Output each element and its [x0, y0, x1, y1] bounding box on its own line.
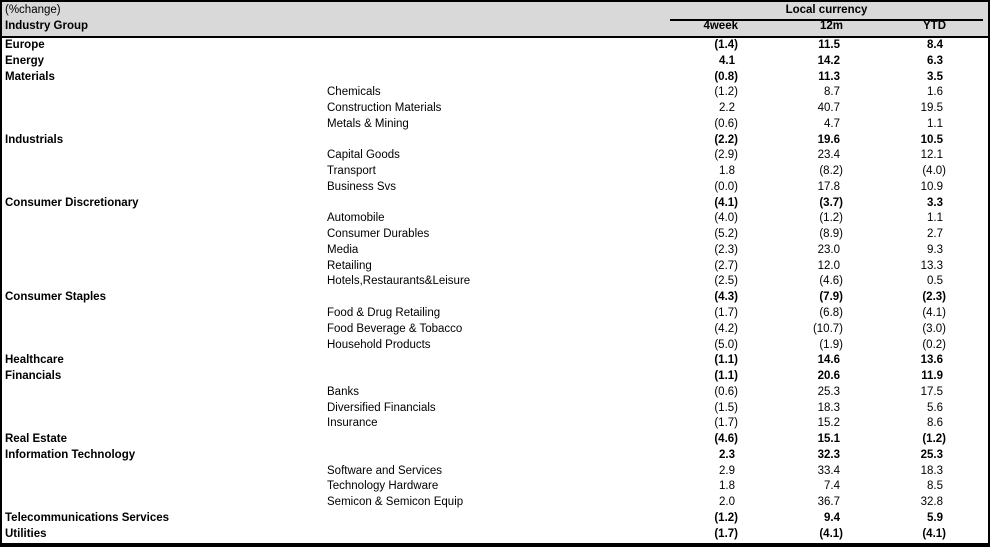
cell-4week: (4.6) [714, 433, 738, 446]
table-row [2, 148, 988, 164]
cell-12m: 14.6 [817, 354, 840, 367]
cell-12m: (1.9) [819, 338, 843, 351]
cell-ytd: 0.5 [927, 275, 943, 288]
cell-12m: (8.9) [819, 228, 843, 241]
cell-ytd: (1.2) [922, 433, 946, 446]
row-label: Media [327, 243, 359, 256]
row-label: Construction Materials [327, 102, 442, 115]
cell-12m: (10.7) [812, 322, 843, 335]
column-header-ytd: YTD [923, 20, 946, 32]
row-label: Automobile [327, 212, 385, 225]
row-label: Food Beverage & Tobacco [327, 322, 463, 335]
column-header-4week: 4week [703, 20, 738, 32]
cell-ytd: 13.3 [920, 259, 943, 272]
cell-12m: 11.3 [818, 70, 840, 83]
cell-ytd: 32.8 [920, 496, 943, 509]
cell-12m: (6.8) [819, 307, 843, 320]
table-row [2, 54, 988, 70]
cell-12m: 18.3 [817, 401, 840, 414]
table-header-row-1 [2, 2, 988, 19]
cell-ytd: 5.9 [927, 511, 943, 524]
cell-ytd: 5.6 [927, 401, 943, 414]
cell-4week: (1.4) [714, 39, 738, 51]
cell-12m: (1.2) [819, 212, 843, 225]
cell-4week: (2.5) [714, 275, 738, 288]
cell-4week: (0.8) [714, 70, 738, 83]
cell-ytd: 11.9 [921, 370, 943, 383]
industry-group-header: Industry Group [5, 20, 89, 32]
percent-change-label: (%change) [5, 4, 61, 16]
row-label: Information Technology [5, 448, 136, 461]
row-label: Financials [5, 370, 62, 383]
row-label: Retailing [327, 259, 372, 272]
table-row [2, 369, 988, 385]
cell-ytd: 6.3 [927, 54, 943, 67]
row-label: Chemicals [327, 86, 381, 99]
cell-12m: (7.9) [819, 291, 843, 304]
cell-12m: (4.1) [819, 527, 843, 540]
table-row [2, 274, 988, 290]
table-row [2, 227, 988, 243]
table-row [2, 259, 988, 275]
table-row [2, 196, 988, 212]
row-label: Industrials [5, 133, 64, 146]
cell-12m: 8.7 [824, 86, 840, 99]
cell-4week: 4.1 [719, 54, 735, 67]
cell-12m: 33.4 [817, 464, 840, 477]
cell-12m: (4.6) [819, 275, 843, 288]
cell-4week: (4.1) [714, 196, 738, 209]
cell-4week: (1.2) [714, 511, 738, 524]
cell-ytd: 8.5 [927, 480, 943, 493]
row-label: Utilities [5, 527, 47, 540]
cell-ytd: (4.1) [922, 307, 946, 320]
cell-4week: (4.3) [714, 291, 738, 304]
cell-12m: (8.2) [819, 165, 843, 178]
cell-ytd: 1.1 [927, 117, 943, 130]
table-row [2, 416, 988, 432]
table-body [2, 38, 988, 543]
cell-12m: 14.2 [817, 54, 840, 67]
table-row [2, 464, 988, 480]
cell-4week: 2.0 [719, 496, 735, 509]
table-row [2, 243, 988, 259]
table-row [2, 164, 988, 180]
row-label: Transport [327, 165, 376, 178]
table-row [2, 338, 988, 354]
cell-ytd: 8.6 [927, 417, 943, 430]
row-label: Insurance [327, 417, 378, 430]
cell-4week: (4.0) [714, 212, 738, 225]
table-row [2, 432, 988, 448]
row-label: Healthcare [5, 354, 64, 367]
cell-ytd: 3.5 [927, 70, 943, 83]
cell-4week: (2.3) [714, 243, 738, 256]
cell-12m: 32.3 [817, 448, 840, 461]
row-label: Software and Services [327, 464, 443, 477]
cell-ytd: 13.6 [920, 354, 943, 367]
table-row [2, 495, 988, 511]
row-label: Consumer Discretionary [5, 196, 139, 209]
table-row [2, 353, 988, 369]
cell-ytd: 25.3 [920, 448, 943, 461]
cell-4week: 2.3 [719, 448, 735, 461]
table-row [2, 38, 988, 54]
cell-12m: 9.4 [824, 511, 840, 524]
cell-ytd: 19.5 [920, 102, 943, 115]
cell-12m: 7.4 [824, 480, 840, 493]
row-label: Household Products [327, 338, 431, 351]
cell-12m: 17.8 [817, 180, 840, 193]
cell-ytd: 10.9 [920, 180, 943, 193]
cell-4week: (1.1) [714, 370, 738, 383]
row-label: Europe [5, 39, 45, 51]
cell-4week: (1.2) [714, 86, 738, 99]
cell-12m: 15.2 [817, 417, 840, 430]
cell-4week: 1.8 [719, 165, 735, 178]
cell-12m: 11.5 [818, 39, 840, 51]
cell-ytd: (4.1) [922, 527, 946, 540]
table-row [2, 211, 988, 227]
cell-ytd: (0.2) [922, 338, 946, 351]
table-row [2, 527, 988, 543]
cell-ytd: 1.6 [927, 86, 943, 99]
cell-4week: (5.0) [714, 338, 738, 351]
table-row [2, 479, 988, 495]
table-row [2, 70, 988, 86]
table-header-row-2 [2, 19, 988, 38]
cell-12m: 40.7 [817, 102, 840, 115]
row-label: Banks [327, 385, 359, 398]
cell-12m: 15.1 [817, 433, 840, 446]
cell-ytd: 10.5 [920, 133, 943, 146]
row-label: Hotels,Restaurants&Leisure [327, 275, 471, 288]
row-label: Semicon & Semicon Equip [327, 496, 464, 509]
cell-4week: (2.7) [714, 259, 738, 272]
cell-12m: (3.7) [819, 196, 843, 209]
cell-4week: 2.9 [719, 464, 735, 477]
table-row [2, 511, 988, 527]
row-label: Consumer Durables [327, 228, 430, 241]
cell-4week: 1.8 [719, 480, 735, 493]
local-currency-header: Local currency [670, 2, 983, 21]
cell-ytd: 3.3 [927, 196, 943, 209]
cell-4week: (0.6) [714, 117, 738, 130]
cell-ytd: 18.3 [920, 464, 943, 477]
cell-4week: (0.0) [714, 180, 738, 193]
cell-4week: (1.7) [714, 527, 738, 540]
row-label: Consumer Staples [5, 291, 106, 304]
cell-4week: (1.5) [714, 401, 738, 414]
table-row [2, 180, 988, 196]
cell-4week: (2.2) [714, 133, 738, 146]
table-row [2, 117, 988, 133]
table-row [2, 385, 988, 401]
table-row [2, 448, 988, 464]
cell-12m: 23.4 [817, 149, 840, 162]
table-row [2, 133, 988, 149]
table-row [2, 401, 988, 417]
cell-4week: (0.6) [714, 385, 738, 398]
cell-4week: (1.1) [714, 354, 738, 367]
row-label: Capital Goods [327, 149, 400, 162]
cell-ytd: 8.4 [927, 39, 943, 51]
cell-ytd: 1.1 [927, 212, 943, 225]
cell-12m: 19.6 [817, 133, 840, 146]
row-label: Materials [5, 70, 55, 83]
cell-12m: 4.7 [824, 117, 840, 130]
row-label: Technology Hardware [327, 480, 439, 493]
cell-ytd: 17.5 [920, 385, 943, 398]
cell-ytd: 9.3 [927, 243, 943, 256]
cell-4week: (5.2) [714, 228, 738, 241]
row-label: Real Estate [5, 433, 68, 446]
row-label: Food & Drug Retailing [327, 307, 441, 320]
table-row [2, 322, 988, 338]
cell-12m: 36.7 [817, 496, 840, 509]
cell-ytd: (2.3) [922, 291, 946, 304]
row-label: Business Svs [327, 180, 397, 193]
table-row [2, 290, 988, 306]
table-row [2, 306, 988, 322]
table-row [2, 85, 988, 101]
row-label: Diversified Financials [327, 401, 436, 414]
cell-ytd: 12.1 [920, 149, 943, 162]
cell-12m: 23.0 [817, 243, 840, 256]
row-label: Energy [5, 54, 44, 67]
cell-ytd: (3.0) [922, 322, 946, 335]
cell-4week: (4.2) [714, 322, 738, 335]
row-label: Telecommunications Services [5, 511, 170, 524]
row-label: Metals & Mining [327, 117, 409, 130]
table-row [2, 101, 988, 117]
column-header-12m: 12m [819, 20, 843, 32]
cell-ytd: (4.0) [922, 165, 946, 178]
cell-12m: 20.6 [817, 370, 840, 383]
cell-4week: (1.7) [714, 417, 738, 430]
cell-12m: 25.3 [817, 385, 840, 398]
cell-4week: (1.7) [714, 307, 738, 320]
cell-4week: (2.9) [714, 149, 738, 162]
cell-12m: 12.0 [817, 259, 840, 272]
cell-ytd: 2.7 [927, 228, 943, 241]
cell-4week: 2.2 [719, 102, 735, 115]
